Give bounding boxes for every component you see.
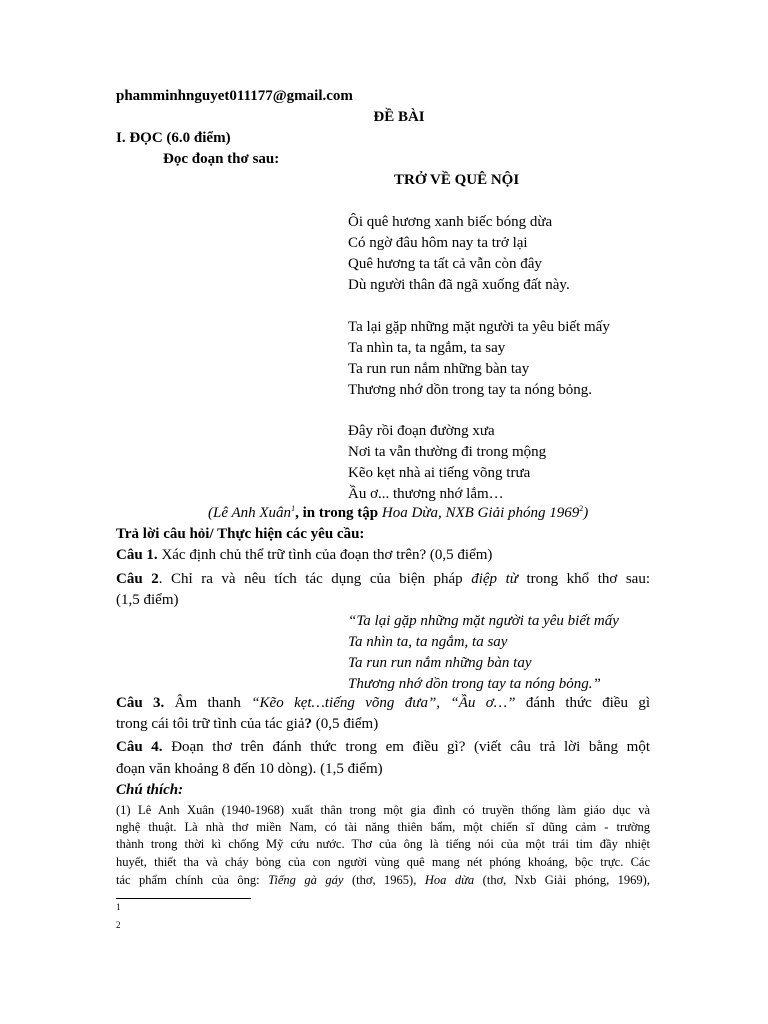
section-title: I. ĐỌC (6.0 điểm)	[116, 130, 231, 146]
poem-line: Đây rồi đoạn đường xưa	[348, 423, 495, 439]
note-line-last: tác phẩm chính của ông: Tiếng gà gáy (thơ, 1965), Hoa dừa (thơ, Nxb Giải phóng, 1969),	[116, 873, 650, 887]
question-2-points: (1,5 điểm)	[116, 592, 179, 608]
task-heading: Trả lời câu hỏi/ Thực hiện các yêu cầu:	[116, 526, 365, 542]
question-3: Câu 3. Âm thanh “Kẽo kẹt…tiếng võng đưa”, “Ầu ơ…” đánh thức điều gì	[116, 695, 650, 711]
question-2: Câu 2. Chỉ ra và nêu tích tác dụng của biện pháp điệp từ trong khổ thơ sau:	[116, 571, 650, 587]
poem-line: Dù người thân đã ngã xuống đất này.	[348, 277, 570, 293]
poem-source: (Lê Anh Xuân$^1$, in trong tập Hoa Dừa, NXB Giải phóng 1969$^2$)	[208, 504, 589, 521]
exam-heading: ĐỀ BÀI	[373, 109, 425, 125]
poem-line: Ta lại gặp những mặt người ta yêu biết mấy	[348, 319, 610, 335]
poem-line: Ầu ơ... thương nhớ lắm…	[348, 486, 504, 502]
note-line: nghệ thuật. Là nhà thơ miền Nam, có tài năng thiên bẩm, một chiến sĩ dũng cảm - trường	[116, 820, 650, 834]
quoted-line: Ta nhìn ta, ta ngắm, ta say	[348, 634, 508, 650]
footnote-marker-1: 1	[116, 902, 121, 912]
question-4-line-2: đoạn văn khoảng 8 đến 10 dòng). (1,5 điểm)	[116, 761, 383, 777]
quoted-line: Thương nhớ dồn trong tay ta nóng bỏng.”	[348, 676, 601, 692]
poem-line: Có ngờ đâu hôm nay ta trở lại	[348, 235, 528, 251]
note-line: (1) Lê Anh Xuân (1940-1968) xuất thân trong một gia đình có truyền thống làm giáo dục và	[116, 803, 650, 817]
poem-title: TRỞ VỀ QUÊ NỘI	[394, 172, 520, 188]
poem-line: Ta nhìn ta, ta ngắm, ta say	[348, 340, 506, 356]
quoted-line: “Ta lại gặp những mặt người ta yêu biết mấy	[348, 613, 619, 629]
poem-line: Ta run run nắm những bàn tay	[348, 361, 530, 377]
note-line: huyết, thiết tha và cháy bỏng của con người vùng quê mang nét phóng khoáng, bộc trực. Các	[116, 855, 650, 869]
question-3-line-2: trong cái tôi trữ tình của tác giả? (0,5 điểm)	[116, 716, 379, 732]
poem-line: Nơi ta vẫn thường đi trong mộng	[348, 444, 547, 460]
question-1: Câu 1. Xác định chủ thể trữ tình của đoạn thơ trên? (0,5 điểm)	[116, 547, 493, 563]
author-email: phamminhnguyet011177@gmail.com	[116, 88, 353, 104]
notes-heading: Chú thích:	[116, 782, 184, 798]
footnote-separator	[116, 898, 251, 899]
poem-line: Quê hương ta tất cả vẫn còn đây	[348, 256, 542, 272]
poem-line: Kẽo kẹt nhà ai tiếng võng trưa	[348, 465, 531, 481]
quoted-line: Ta run run nắm những bàn tay	[348, 655, 532, 671]
question-4: Câu 4. Đoạn thơ trên đánh thức trong em điều gì? (viết câu trả lời bằng một	[116, 739, 650, 755]
poem-line: Thương nhớ dồn trong tay ta nóng bỏng.	[348, 382, 592, 398]
reading-instruction: Đọc đoạn thơ sau:	[163, 151, 280, 167]
poem-line: Ôi quê hương xanh biếc bóng dừa	[348, 214, 553, 230]
footnote-marker-2: 2	[116, 920, 121, 930]
note-line: thành trong thời kì chống Mỹ cứu nước. Thơ của ông là tiếng nói của một trái tim đầy nhiệt	[116, 837, 650, 851]
